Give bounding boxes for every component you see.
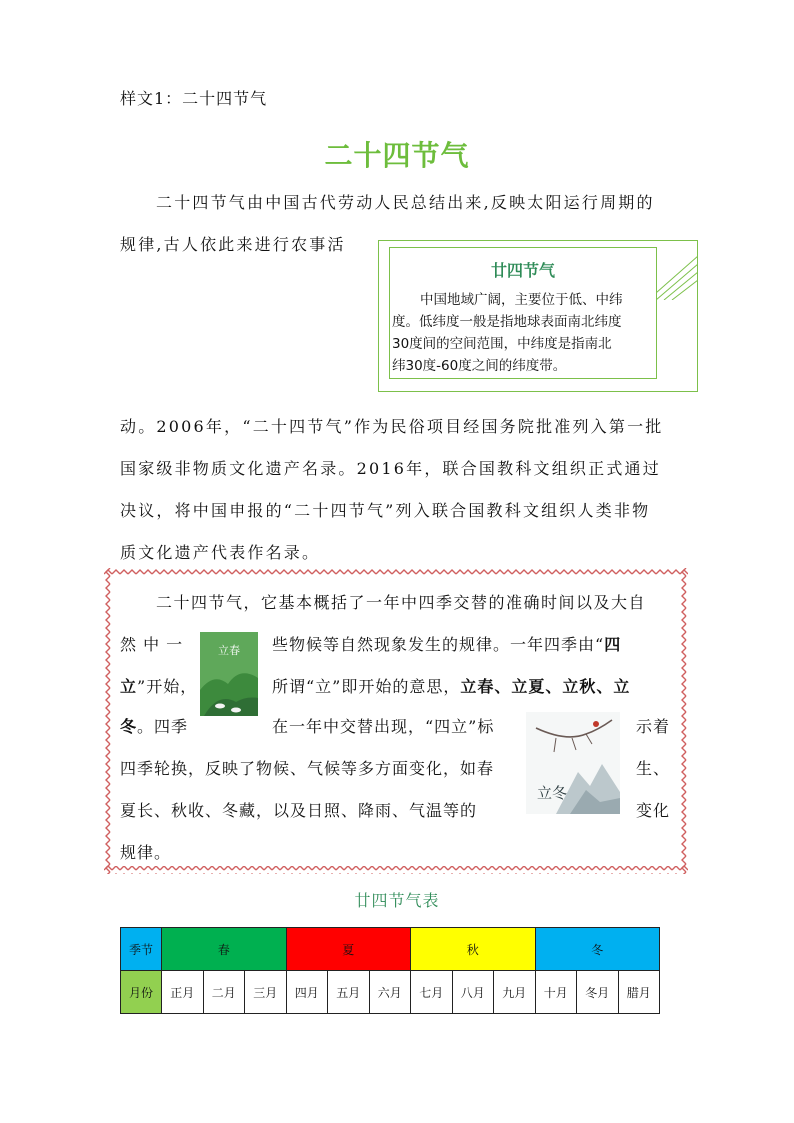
month-cell: 正月: [162, 971, 204, 1014]
month-cell: 五月: [328, 971, 370, 1014]
box-bold: 立春、立夏、立秋、立: [460, 677, 631, 696]
month-cell: 四月: [286, 971, 328, 1014]
sidebar-line: 度。低纬度一般是指地球表面南北纬度: [392, 314, 622, 330]
season-cell-summer: 夏: [286, 928, 411, 971]
sidebar-textbox: [378, 240, 698, 392]
paragraph-line: 规律,古人依此来进行农事活: [120, 235, 346, 254]
lidong-text: 立冬: [536, 784, 568, 802]
sidebar-inner-box: [389, 247, 657, 379]
month-label-cell: 月份: [121, 971, 162, 1014]
sidebar-line: 30度间的空间范围，中纬度是指南北: [392, 336, 612, 352]
sidebar-title: 廿四节气: [490, 261, 555, 280]
season-cell-winter: 冬: [535, 928, 660, 971]
lidong-illustration: [526, 712, 620, 814]
box-text: ”开始，: [137, 677, 198, 696]
lichun-text: 立春: [218, 644, 240, 657]
paragraph-line: 决议，将中国申报的“二十四节气”列入联合国教科文组织人类非物: [120, 501, 651, 520]
month-cell: 腊月: [618, 971, 660, 1014]
box-line: 然 中 一: [120, 635, 184, 654]
box-line: 生、: [636, 759, 671, 778]
month-cell: 六月: [369, 971, 411, 1014]
paragraph-line: 国家级非物质文化遗产名录。2016年，联合国教科文组织正式通过: [120, 459, 661, 478]
box-text: 。四季: [137, 717, 189, 736]
season-cell-autumn: 秋: [411, 928, 536, 971]
box-line: 示着: [636, 717, 671, 736]
month-cell: 十月: [535, 971, 577, 1014]
month-cell: 冬月: [577, 971, 619, 1014]
sample-label: 样文1：二十四节气: [120, 89, 268, 108]
sidebar-line: 中国地域广阔，主要位于低、中纬: [420, 292, 623, 308]
box-line: 四季轮换，反映了物候、气候等多方面变化，如春: [120, 759, 495, 778]
paragraph-line: 二十四节气由中国古代劳动人民总结出来,反映太阳运行周期的: [156, 193, 655, 212]
table-row: [121, 928, 660, 971]
box-text: 所谓“立”即开始的意思，: [272, 677, 461, 696]
page-title: 二十四节气: [324, 139, 470, 172]
month-cell: 二月: [203, 971, 245, 1014]
solar-terms-table: [120, 927, 660, 1014]
box-line: 变化: [636, 801, 671, 820]
box-line: [272, 632, 621, 655]
box-line: [272, 674, 630, 697]
table-row: [121, 971, 660, 1014]
box-bold: 立: [120, 677, 138, 696]
table-title: 廿四节气表: [354, 891, 440, 910]
box-line: 规律。: [120, 843, 172, 862]
season-cell-spring: 春: [162, 928, 287, 971]
month-cell: 八月: [452, 971, 494, 1014]
month-cell: 九月: [494, 971, 536, 1014]
box-line: 二十四节气，它基本概括了一年中四季交替的准确时间以及大自: [156, 593, 647, 612]
box-line: [120, 714, 188, 737]
paragraph-line: 动。2006年，“二十四节气”作为民俗项目经国务院批准列入第一批: [120, 417, 664, 436]
box-text: 些物候等自然现象发生的规律。一年四季由“: [272, 635, 605, 654]
box-line: [120, 674, 197, 697]
lichun-illustration: [200, 632, 258, 716]
paragraph-line: 质文化遗产代表作名录。: [120, 543, 321, 562]
month-cell: 七月: [411, 971, 453, 1014]
sidebar-line: 纬30度-60度之间的纬度带。: [392, 358, 567, 374]
month-cell: 三月: [245, 971, 287, 1014]
box-line: 夏长、秋收、冬藏，以及日照、降雨、气温等的: [120, 801, 478, 820]
season-label-cell: 季节: [121, 928, 162, 971]
box-bold: 冬: [120, 717, 138, 736]
box-bold: 四: [604, 635, 622, 654]
box-line: 在一年中交替出现，“四立”标: [272, 717, 495, 736]
